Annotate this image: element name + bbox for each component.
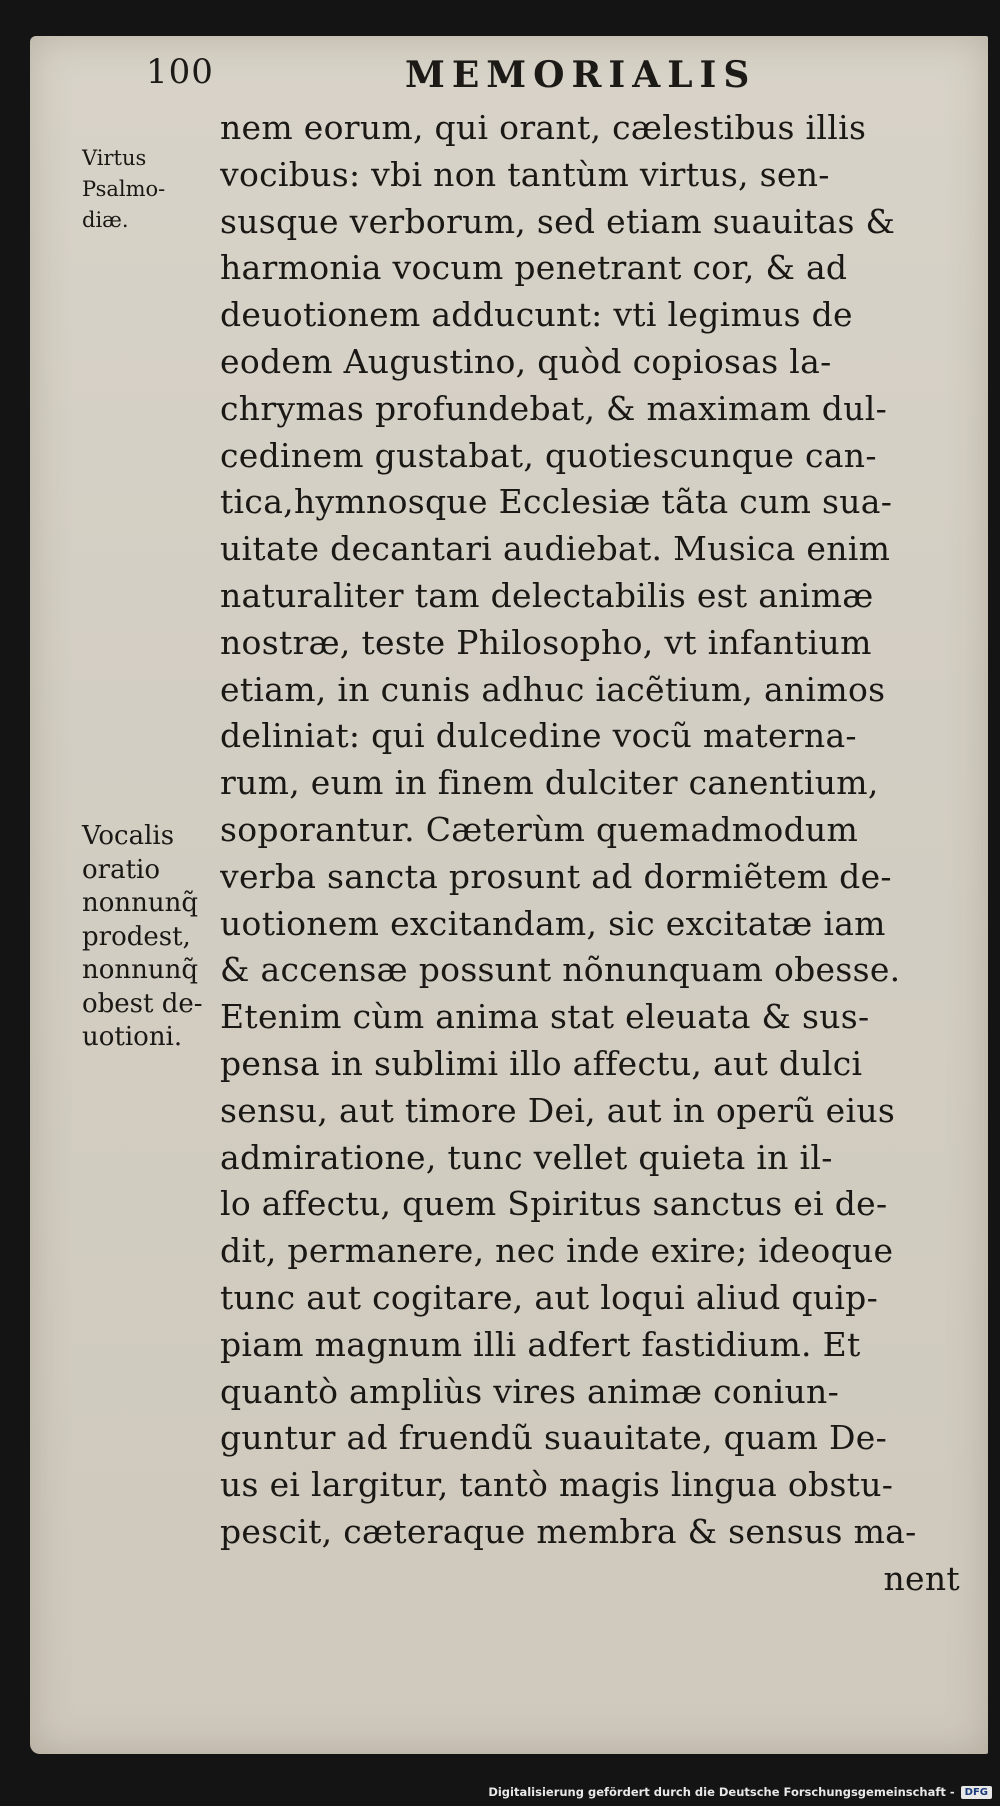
margin-note-line: Psalmo- [82, 177, 166, 201]
margin-note-line: nonnunq̃ [82, 955, 199, 985]
margin-note-line: obest de- [82, 988, 203, 1019]
page-number: 100 [146, 52, 214, 92]
text-line: admiratione, tunc vellet quieta in il- [220, 1137, 833, 1177]
digitization-credit-text: Digitalisierung gefördert durch die Deutsche Forschungsgemeinschaft - [488, 1785, 955, 1799]
text-line: nem eorum, qui orant, cælestibus illis [220, 108, 867, 147]
text-line: guntur ad fruendũ suauitate, quam De- [220, 1418, 888, 1458]
text-line: tica,hymnosque Ecclesiæ tãta cum sua- [220, 482, 893, 522]
margin-note-vocalis [82, 820, 203, 1055]
digitization-credit [488, 1782, 992, 1802]
text-line: harmonia vocum penetrant cor, & ad [220, 248, 848, 288]
text-line: etiam, in cunis adhuc iacẽtium, animos [220, 669, 886, 709]
text-line: soporantur. Cæterùm quemadmodum [220, 809, 859, 849]
text-line: lo affectu, quem Spiritus sanctus ei de- [220, 1184, 888, 1224]
text-line: vocibus: vbi non tantùm virtus, sen- [220, 154, 830, 194]
catchword: nent [883, 1558, 960, 1598]
text-line: piam magnum illi adfert fastidium. Et [220, 1324, 861, 1364]
text-line: naturaliter tam delectabilis est animæ [220, 575, 874, 615]
text-line: uitate decantari audiebat. Musica enim [220, 529, 891, 569]
margin-note-line: diæ. [82, 208, 129, 232]
margin-note-line: prodest, [82, 921, 191, 952]
text-line: tunc aut cogitare, aut loqui aliud quip- [220, 1277, 879, 1317]
margin-note-line: Virtus [82, 146, 147, 170]
text-line: us ei largitur, tantò magis lingua obstu- [220, 1465, 894, 1505]
text-line: sensu, aut timore Dei, aut in operũ eius [220, 1090, 896, 1130]
text-line: pensa in sublimi illo affectu, aut dulci [220, 1043, 863, 1083]
text-line: pescit, cæteraque membra & sensus ma- [220, 1511, 917, 1551]
text-line: nostræ, teste Philosopho, vt infantium [220, 622, 872, 662]
margin-note-line: oratio [82, 854, 160, 885]
text-line: deliniat: qui dulcedine vocũ materna- [220, 716, 857, 756]
text-line: chrymas profundebat, & maximam dul- [220, 388, 888, 428]
text-line: uotionem excitandam, sic excitatæ iam [220, 903, 886, 943]
margin-note-line: Vocalis [82, 821, 175, 851]
text-line: susque verborum, sed etiam suauitas & [220, 201, 896, 241]
body-text [220, 105, 960, 1603]
text-line: deuotionem adducunt: vti legimus de [220, 295, 853, 335]
text-line: & accensæ possunt nõnunquam obesse. [220, 950, 901, 990]
text-line: verba sancta prosunt ad dormiẽtem de- [220, 856, 892, 896]
margin-note-virtus [82, 143, 165, 236]
margin-note-line: nonnunq̃ [82, 888, 199, 918]
dfg-logo-icon: DFG [961, 1786, 992, 1799]
text-line: Etenim cùm anima stat eleuata & sus- [220, 997, 870, 1037]
running-head: MEMORIALIS [405, 54, 757, 96]
text-line: cedinem gustabat, quotiescunque can- [220, 435, 877, 475]
text-line: quantò ampliùs vires animæ coniun- [220, 1371, 840, 1411]
text-line: dit, permanere, nec inde exire; ideoque [220, 1231, 894, 1271]
text-line: rum, eum in finem dulciter canentium, [220, 763, 879, 803]
margin-note-line: uotioni. [82, 1022, 183, 1052]
text-line: eodem Augustino, quòd copiosas la- [220, 341, 832, 381]
